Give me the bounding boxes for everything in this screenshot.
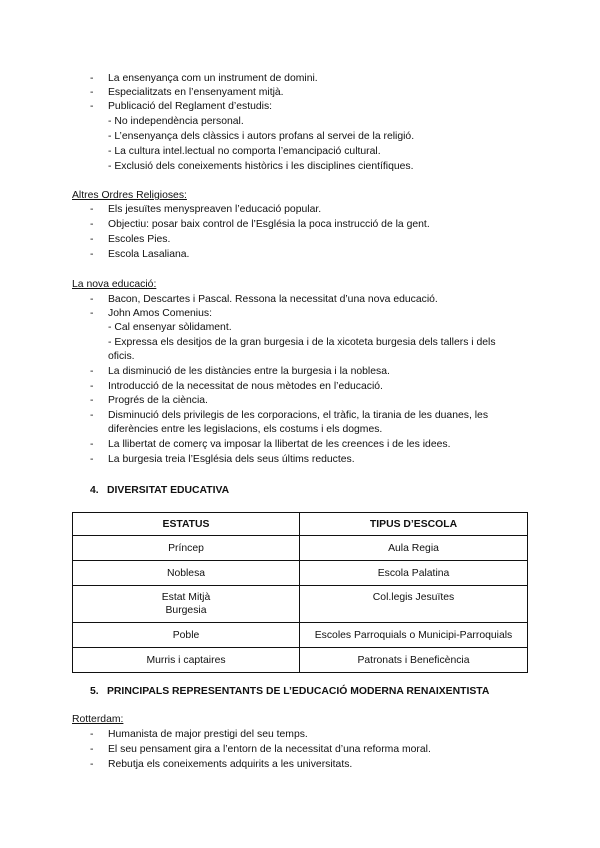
bullet-text: John Amos Comenius: xyxy=(108,308,212,319)
sub-item: - Expressa els desitjos de la gran burgesia i de la xicoteta burgesia dels tallers i dels xyxy=(108,337,496,348)
school-cell: Escola Palatina xyxy=(300,561,528,586)
diversity-table xyxy=(72,512,528,673)
column-header-status: ESTATUS xyxy=(73,513,300,536)
bullet-dash: - xyxy=(90,219,94,230)
table-row xyxy=(73,648,528,673)
school-cell: Escoles Parroquials o Municipi-Parroquials xyxy=(300,623,528,648)
bullet-dash: - xyxy=(90,759,94,770)
status-cell: Poble xyxy=(73,623,300,648)
school-cell: Col.legis Jesuïtes xyxy=(300,586,528,623)
bullet-text: El seu pensament gira a l’entorn de la necessitat d’una reforma moral. xyxy=(108,744,431,755)
sub-item: oficis. xyxy=(108,351,135,362)
bullet-dash: - xyxy=(90,73,94,84)
bullet-dash: - xyxy=(90,366,94,377)
status-cell: Murris i captaires xyxy=(73,648,300,673)
sub-item: - No independència personal. xyxy=(108,116,244,127)
bullet-text: Disminució dels privilegis de les corporacions, el tràfic, la tirania de les duanes, les xyxy=(108,410,489,421)
bullet-dash: - xyxy=(90,249,94,260)
section-title: DIVERSITAT EDUCATIVA xyxy=(107,485,230,496)
bullet-dash: - xyxy=(90,454,94,465)
bullet-text: Humanista de major prestigi del seu temps. xyxy=(108,729,308,740)
column-header-school-type: TIPUS D’ESCOLA xyxy=(300,513,528,536)
bullet-dash: - xyxy=(90,234,94,245)
status-cell: Noblesa xyxy=(73,561,300,586)
bullet-dash: - xyxy=(90,87,94,98)
bullet-dash: - xyxy=(90,381,94,392)
sub-item: - L’ensenyança dels clàssics i autors profans al servei de la religió. xyxy=(108,131,415,142)
bullet-dash: - xyxy=(90,744,94,755)
bullet-text: La disminució de les distàncies entre la burgesia i la noblesa. xyxy=(108,366,390,377)
bullet-text: Rebutja els coneixements adquirits a les universitats. xyxy=(108,759,353,770)
bullet-dash: - xyxy=(90,729,94,740)
bullet-text: Escoles Pies. xyxy=(108,234,171,245)
bullet-text: Progrés de la ciència. xyxy=(108,395,208,406)
bullet-dash: - xyxy=(90,294,94,305)
bullet-text: La burgesia treia l’Església dels seus últims reductes. xyxy=(108,454,355,465)
status-cell xyxy=(73,586,300,623)
sub-item: - Cal ensenyar sòlidament. xyxy=(108,322,232,333)
status-line: Estat Mitjà xyxy=(161,592,211,603)
bullet-text: Bacon, Descartes i Pascal. Ressona la necessitat d’una nova educació. xyxy=(108,294,438,305)
status-line: Burgesia xyxy=(165,605,207,616)
table-row xyxy=(73,536,528,561)
bullet-text-continued: diferències entre les legislacions, els costums i els dogmes. xyxy=(108,424,383,435)
bullet-text: Introducció de la necessitat de nous mètodes en l’educació. xyxy=(108,381,383,392)
bullet-dash: - xyxy=(90,395,94,406)
bullet-dash: - xyxy=(90,101,94,112)
bullet-text: Objectiu: posar baix control de l’Església la poca instrucció de la gent. xyxy=(108,219,430,230)
bullet-dash: - xyxy=(90,308,94,319)
sub-item: - La cultura intel.lectual no comporta l’emancipació cultural. xyxy=(108,146,381,157)
table-row xyxy=(73,561,528,586)
table-row xyxy=(73,586,528,623)
section-subtitle: Altres Ordres Religioses: xyxy=(72,190,187,201)
bullet-dash: - xyxy=(90,439,94,450)
section-subtitle: La nova educació: xyxy=(72,279,157,290)
bullet-text: Els jesuïtes menyspreaven l’educació popular. xyxy=(108,204,322,215)
sub-item: - Exclusió dels coneixements històrics i les disciplines científiques. xyxy=(108,161,414,172)
table-header-row xyxy=(73,513,528,536)
section-title: PRINCIPALS REPRESENTANTS DE L’EDUCACIÓ MODERNA RENAIXENTISTA xyxy=(107,686,490,697)
bullet-text: La llibertat de comerç va imposar la llibertat de les creences i de les idees. xyxy=(108,439,451,450)
school-cell: Aula Regia xyxy=(300,536,528,561)
bullet-text: Especialitzats en l’ensenyament mitjà. xyxy=(108,87,284,98)
bullet-dash: - xyxy=(90,410,94,421)
bullet-text: La ensenyança com un instrument de domini. xyxy=(108,73,318,84)
status-cell: Príncep xyxy=(73,536,300,561)
bullet-dash: - xyxy=(90,204,94,215)
bullet-text: Publicació del Reglament d’estudis: xyxy=(108,101,273,112)
section-number: 5. xyxy=(90,686,99,697)
section-subtitle: Rotterdam: xyxy=(72,714,124,725)
section-number: 4. xyxy=(90,485,99,496)
school-cell: Patronats i Beneficència xyxy=(300,648,528,673)
bullet-text: Escola Lasaliana. xyxy=(108,249,190,260)
table-row xyxy=(73,623,528,648)
